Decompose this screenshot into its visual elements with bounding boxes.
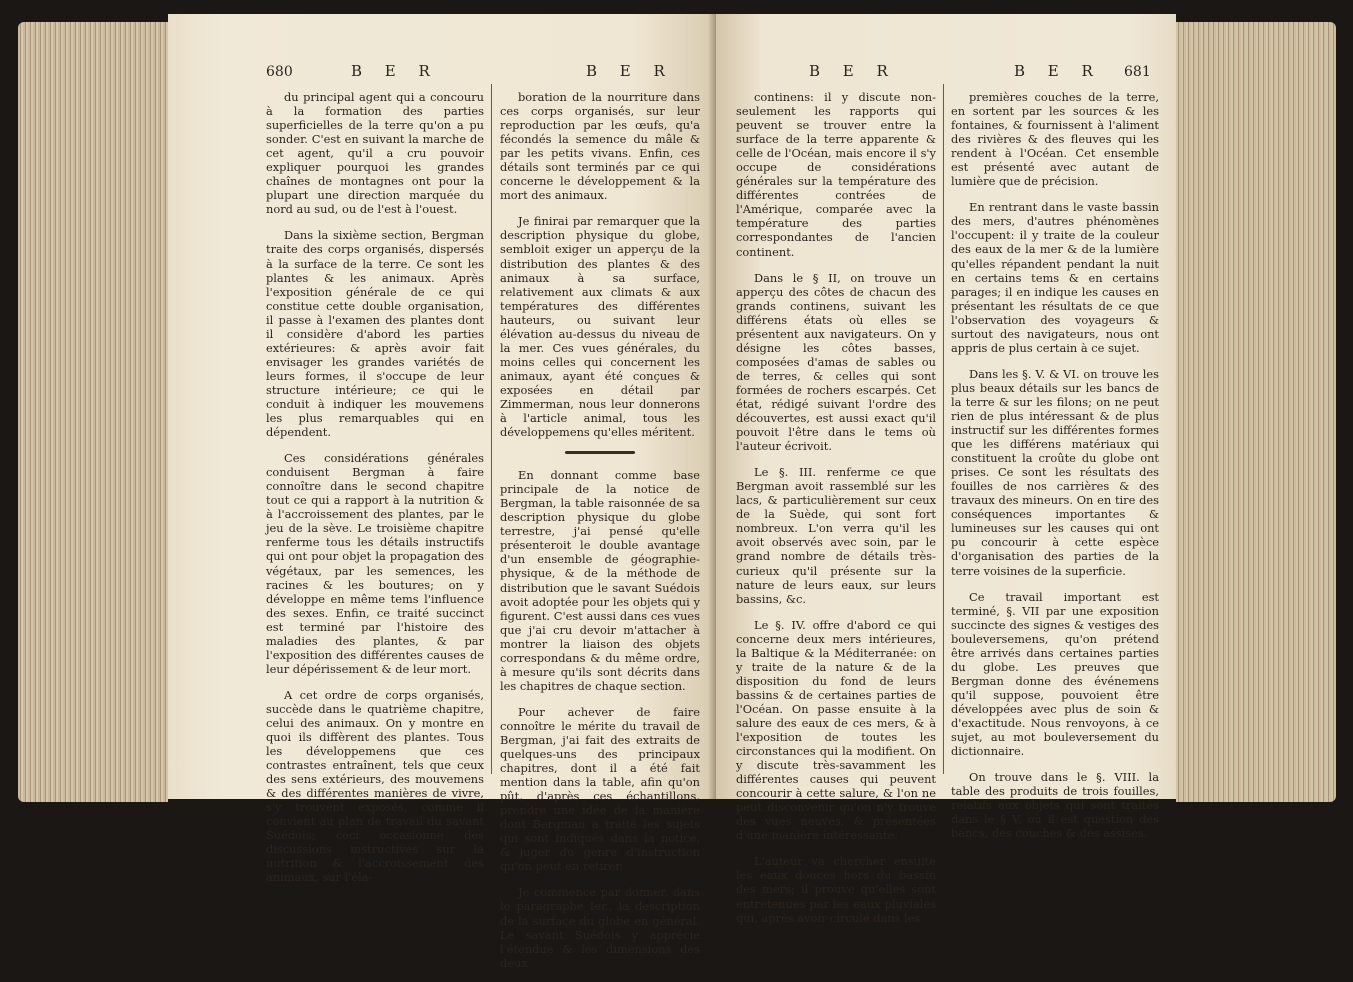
paragraph: premières couches de la terre, en sortent par les sources & les fontaines, & fournissent à l'aliment des rivières & des fleuves qui les rendent à l'Océan. Cet ensemble est présenté avec autant de lumière que de précision. (951, 90, 1159, 189)
column-2 (500, 90, 700, 982)
paragraph: On trouve dans le §. VIII. la table des produits de trois fouilles, relatifs aux objets qui sont traités dans le § V, où il est question des bancs, des couches & des assises. (951, 770, 1159, 841)
right-page-number: 681 (1124, 64, 1151, 80)
open-book (18, 14, 1336, 970)
paragraph: Ce travail important est terminé, §. VII par une exposition succincte des signes & vestiges des bouleversemens, qu'on prétend être arrivés dans certaines parties du globe. Les preuves que Bergman donne des événemens qu'il suppose, pouvoient être développées avec plus de soin & d'exactitude. Nous renvoyons, à ce sujet, au mot bouleversement du dictionnaire. (951, 589, 1159, 759)
left-page-number: 680 (266, 64, 293, 80)
left-page (168, 14, 716, 970)
paragraph: du principal agent qui a concouru à la formation des parties superficielles de la terre qu'on a pu sonder. C'est en suivant la marche de cet agent, qu'il a cru pouvoir expliquer pourquoi les grandes chaînes de montagnes ont pour la plupart une direction marquée du nord au sud, ou de l'est à l'ouest. (266, 90, 484, 217)
paragraph: Dans les §. V. & VI. on trouve les plus beaux détails sur les bancs de la terre & sur les filons; on ne peut rien de plus intéressant & de plus instructif sur les différentes formes que les différens matériaux qui constituent la croûte du globe ont prises. Ce sont les résultats des fouilles de nos carrières & des travaux des mineurs. On en tire des conséquences importantes & lumineuses sur les causes qui ont pu concourir à cette espèce d'organisation des parties de la terre voisines de la superficie. (951, 366, 1159, 578)
paragraph: Pour achever de faire connoître le mérite du travail de Bergman, j'ai fait des extraits de quelques-uns des principaux chapitres, dont il a été fait mention dans la table, afin qu'on pût, d'après ces échantillons, prendre une idée de la manière dont Bergman a traité les sujets qui sont indiqués dans la notice, & juger du genre d'instruction qu'on peut en retirer. (500, 704, 700, 874)
paragraph: boration de la nourriture dans ces corps organisés, sur leur reproduction par les œufs, qu'a fécondés la semence du mâle & par les petits vivans. Enfin, ces détails sont terminés par ce qui concerne le développement & la mort des animaux. (500, 90, 700, 203)
paragraph: continens: il y discute non-seulement les rapports qui peuvent se trouver entre la surface de la terre apparente & celle de l'Océan, mais encore il s'y occupe de considérations générales sur la température des différentes contrées de l'Amérique, comparée avec la température des parties correspondantes de l'ancien continent. (736, 90, 936, 259)
paragraph: Dans le § II, on trouve un apperçu des côtes de chacun des grands continens, suivant les différens états où elles se présentent aux navigateurs. On y désigne les côtes basses, composées d'amas de sables ou de terres, & celles qui sont formées de rochers escarpés. Cet état, rédigé suivant l'ordre des découvertes, est aussi exact qu'il pouvoit l'être dans le tems où l'auteur écrivoit. (736, 270, 936, 454)
paragraph: Ces considérations générales conduisent Bergman à faire connoître dans le second chapitre tout ce qui a rapport à la nutrition & à l'accroissement des plantes, par le jeu de la sève. Le troisième chapitre renferme tous les détails instructifs qui ont pour objet la propagation des végétaux, par les semences, les racines & les boutures; on y développe en même tems l'influence des sexes. Enfin, ce traité succinct est terminé par l'histoire des maladies des plantes, & par l'exposition des différentes causes de leur dépérissement & de leur mort. (266, 451, 484, 676)
paragraph: Le §. IV. offre d'abord ce qui concerne deux mers intérieures, la Baltique & la Méditerranée: on y traite de la nature & de la disposition du fond de leurs bassins & de certaines parties de l'Océan. On passe ensuite à la salure des eaux de ces mers, & à l'exposition de toutes les circonstances qui la modifient. On y discute très-savamment les différentes causes qui peuvent concourir à cette salure, & l'on ne peut disconvenir qu'on n'y trouve des vues neuves, & présentées d'une manière intéressante. (736, 617, 936, 843)
left-running-title-1: B E R (351, 62, 439, 80)
column-divider (491, 84, 492, 774)
right-page-edges (1176, 22, 1336, 802)
left-page-edges (18, 22, 168, 802)
paragraph: Le §. III. renferme ce que Bergman avoit rassemblé sur les lacs, & particulièrement sur ceux de la Suède, qui sont fort nombreux. L'on verra qu'il les avoit observés avec soin, par le grand nombre de détails très-curieux qu'il présente sur la nature de leurs eaux, sur leurs bassins, &c. (736, 465, 936, 606)
paragraph: En rentrant dans le vaste bassin des mers, d'autres phénomènes l'occupent: il y traite de la couleur des eaux de la mer & de la lumière qu'elles répandent pendant la nuit en certains tems & en certains parages; il en indique les causes en présentant les résultats de ce que l'observation des voyageurs & surtout des navigateurs, nous ont appris de plus certain à ce sujet. (951, 200, 1159, 355)
left-running-title-2: B E R (586, 62, 674, 80)
column-divider (943, 84, 944, 774)
right-running-title-1: B E R (809, 62, 897, 80)
right-running-title-2: B E R (1014, 62, 1102, 80)
paragraph: L'auteur va chercher ensuite les eaux douces hors du bassin des mers; il prouve qu'elles sont entretenues par les eaux pluviales qui, après avoir circulé dans les (736, 854, 936, 925)
column-3 (736, 90, 936, 937)
paragraph: Je commence par donner, dans le paragraphe Ier., la description de la surface du globe en général. Le savant Suédois y apprécie l'étendue & les dimensions des deux (500, 885, 700, 970)
paragraph: En donnant comme base principale de la notice de Bergman, la table raisonnée de sa description physique du globe terrestre, j'ai pensé qu'elle présenteroit le double avantage d'un ensemble de géographie-physique, & de la méthode de distribution que le savant Suédois avoit adoptée pour les objets qui y figurent. C'est aussi dans ces vues que j'ai cru devoir m'attacher à montrer la liaison des objets correspondans & du même ordre, à mesure qu'ils sont décrits dans les chapitres de chaque section. (500, 468, 700, 693)
section-ornament (565, 451, 635, 454)
paragraph: Je finirai par remarquer que la description physique du globe, sembloit exiger un apperçu de la distribution des plantes & des animaux à sa surface, relativement aux climats & aux températures des différentes hauteurs, ou suivant leur élévation au-dessus du niveau de la mer. Ces vues générales, du moins celles qui concernent les animaux, ayant été conçues & exposées en détail par Zimmerman, nous leur donnerons à l'article animal, tous les développemens qu'elles méritent. (500, 214, 700, 440)
right-page (716, 14, 1176, 925)
column-4 (951, 90, 1159, 852)
paragraph: Dans la sixième section, Bergman traite des corps organisés, dispersés à la surface de la terre. Ce sont les plantes & les animaux. Après l'exposition générale de ce qui constitue cette double organisation, il passe à l'examen des plantes dont il considère d'abord les parties extérieures: & après avoir fait envisager les grandes variétés de leurs formes, il s'occupe de leur structure intérieure; ce qui le conduit à indiquer les mouvemens les plus remarquables qui en dépendent. (266, 228, 484, 440)
paragraph: A cet ordre de corps organisés, succède dans le quatrième chapitre, celui des animaux. On y montre en quoi ils diffèrent des plantes. Tous les développemens que ces contrastes entraînent, tels que ceux des sens extérieurs, des mouvemens & des différentes manières de vivre, s'y trouvent exposés, comme il convient au plan de travail du savant Suédois; ceci occasionne des discussions instructives sur la nutrition & l'accroissement des animaux, sur l'éla- (266, 687, 484, 885)
column-1 (266, 90, 484, 897)
